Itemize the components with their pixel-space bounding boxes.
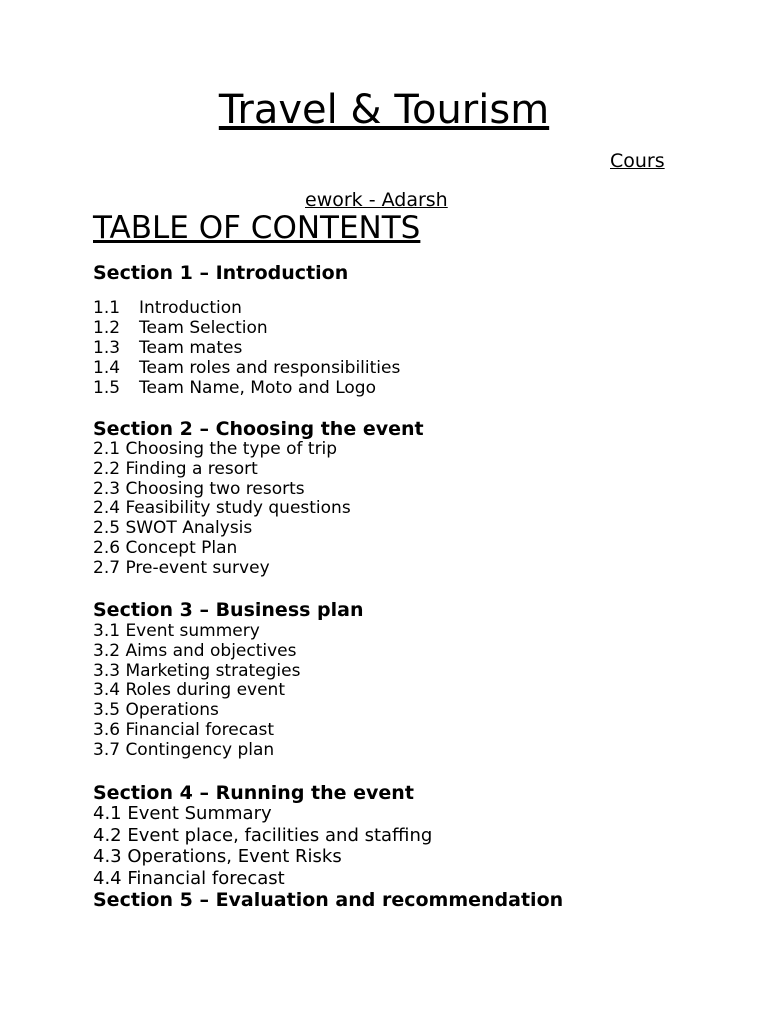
item-number: 1.4 [93,358,121,378]
byline-part2: ework - Adarsh [305,189,448,211]
section-2-title: Section 2 – Choosing the event [93,418,424,440]
list-item: 3.1 Event summery [93,621,260,641]
item-number: 1.5 [93,378,121,398]
section-3-list [93,621,300,760]
section-1-title: Section 1 – Introduction [93,262,349,284]
list-item: 3.7 Contingency plan [93,739,275,760]
section-5-title: Section 5 – Evaluation and recommendation [93,889,564,911]
item-label: Introduction [139,298,242,318]
list-item: 2.7 Pre-event survey [93,557,270,578]
item-label: Team Selection [139,318,268,338]
byline-part1: Cours [610,150,665,172]
section-2-list [93,439,351,578]
toc-heading: TABLE OF CONTENTS [93,210,421,246]
list-item [93,378,400,398]
section-4-title: Section 4 – Running the event [93,782,414,804]
list-item: 3.4 Roles during event [93,680,285,701]
list-item: 3.5 Operations [93,700,219,721]
list-item: 2.4 Feasibility study questions [93,498,351,519]
item-label: Team Name, Moto and Logo [139,378,376,398]
section-1-list [93,298,400,398]
item-label: Team mates [139,338,243,358]
item-number: 1.2 [93,318,121,338]
document-title [0,86,768,134]
list-item [93,298,400,318]
document-title-text: Travel & Tourism [218,87,550,133]
list-item: 2.1 Choosing the type of trip [93,439,338,459]
section-4-list [93,803,432,890]
list-item: 4.2 Event place, facilities and staffing [93,824,433,846]
list-item: 2.3 Choosing two resorts [93,478,305,499]
item-number: 1.1 [93,298,121,318]
list-item [93,338,400,358]
item-label: Team roles and responsibilities [139,358,401,378]
list-item [93,318,400,338]
list-item: 4.1 Event Summary [93,803,272,824]
list-item: 2.6 Concept Plan [93,537,238,558]
item-number: 1.3 [93,338,121,358]
section-3-title: Section 3 – Business plan [93,599,364,621]
list-item [93,358,400,378]
list-item: 4.4 Financial forecast [93,868,285,890]
list-item: 3.2 Aims and objectives [93,640,297,661]
list-item: 3.3 Marketing strategies [93,660,301,681]
list-item: 4.3 Operations, Event Risks [93,846,342,868]
list-item: 2.2 Finding a resort [93,458,258,479]
list-item: 3.6 Financial forecast [93,719,275,740]
list-item: 2.5 SWOT Analysis [93,518,253,539]
